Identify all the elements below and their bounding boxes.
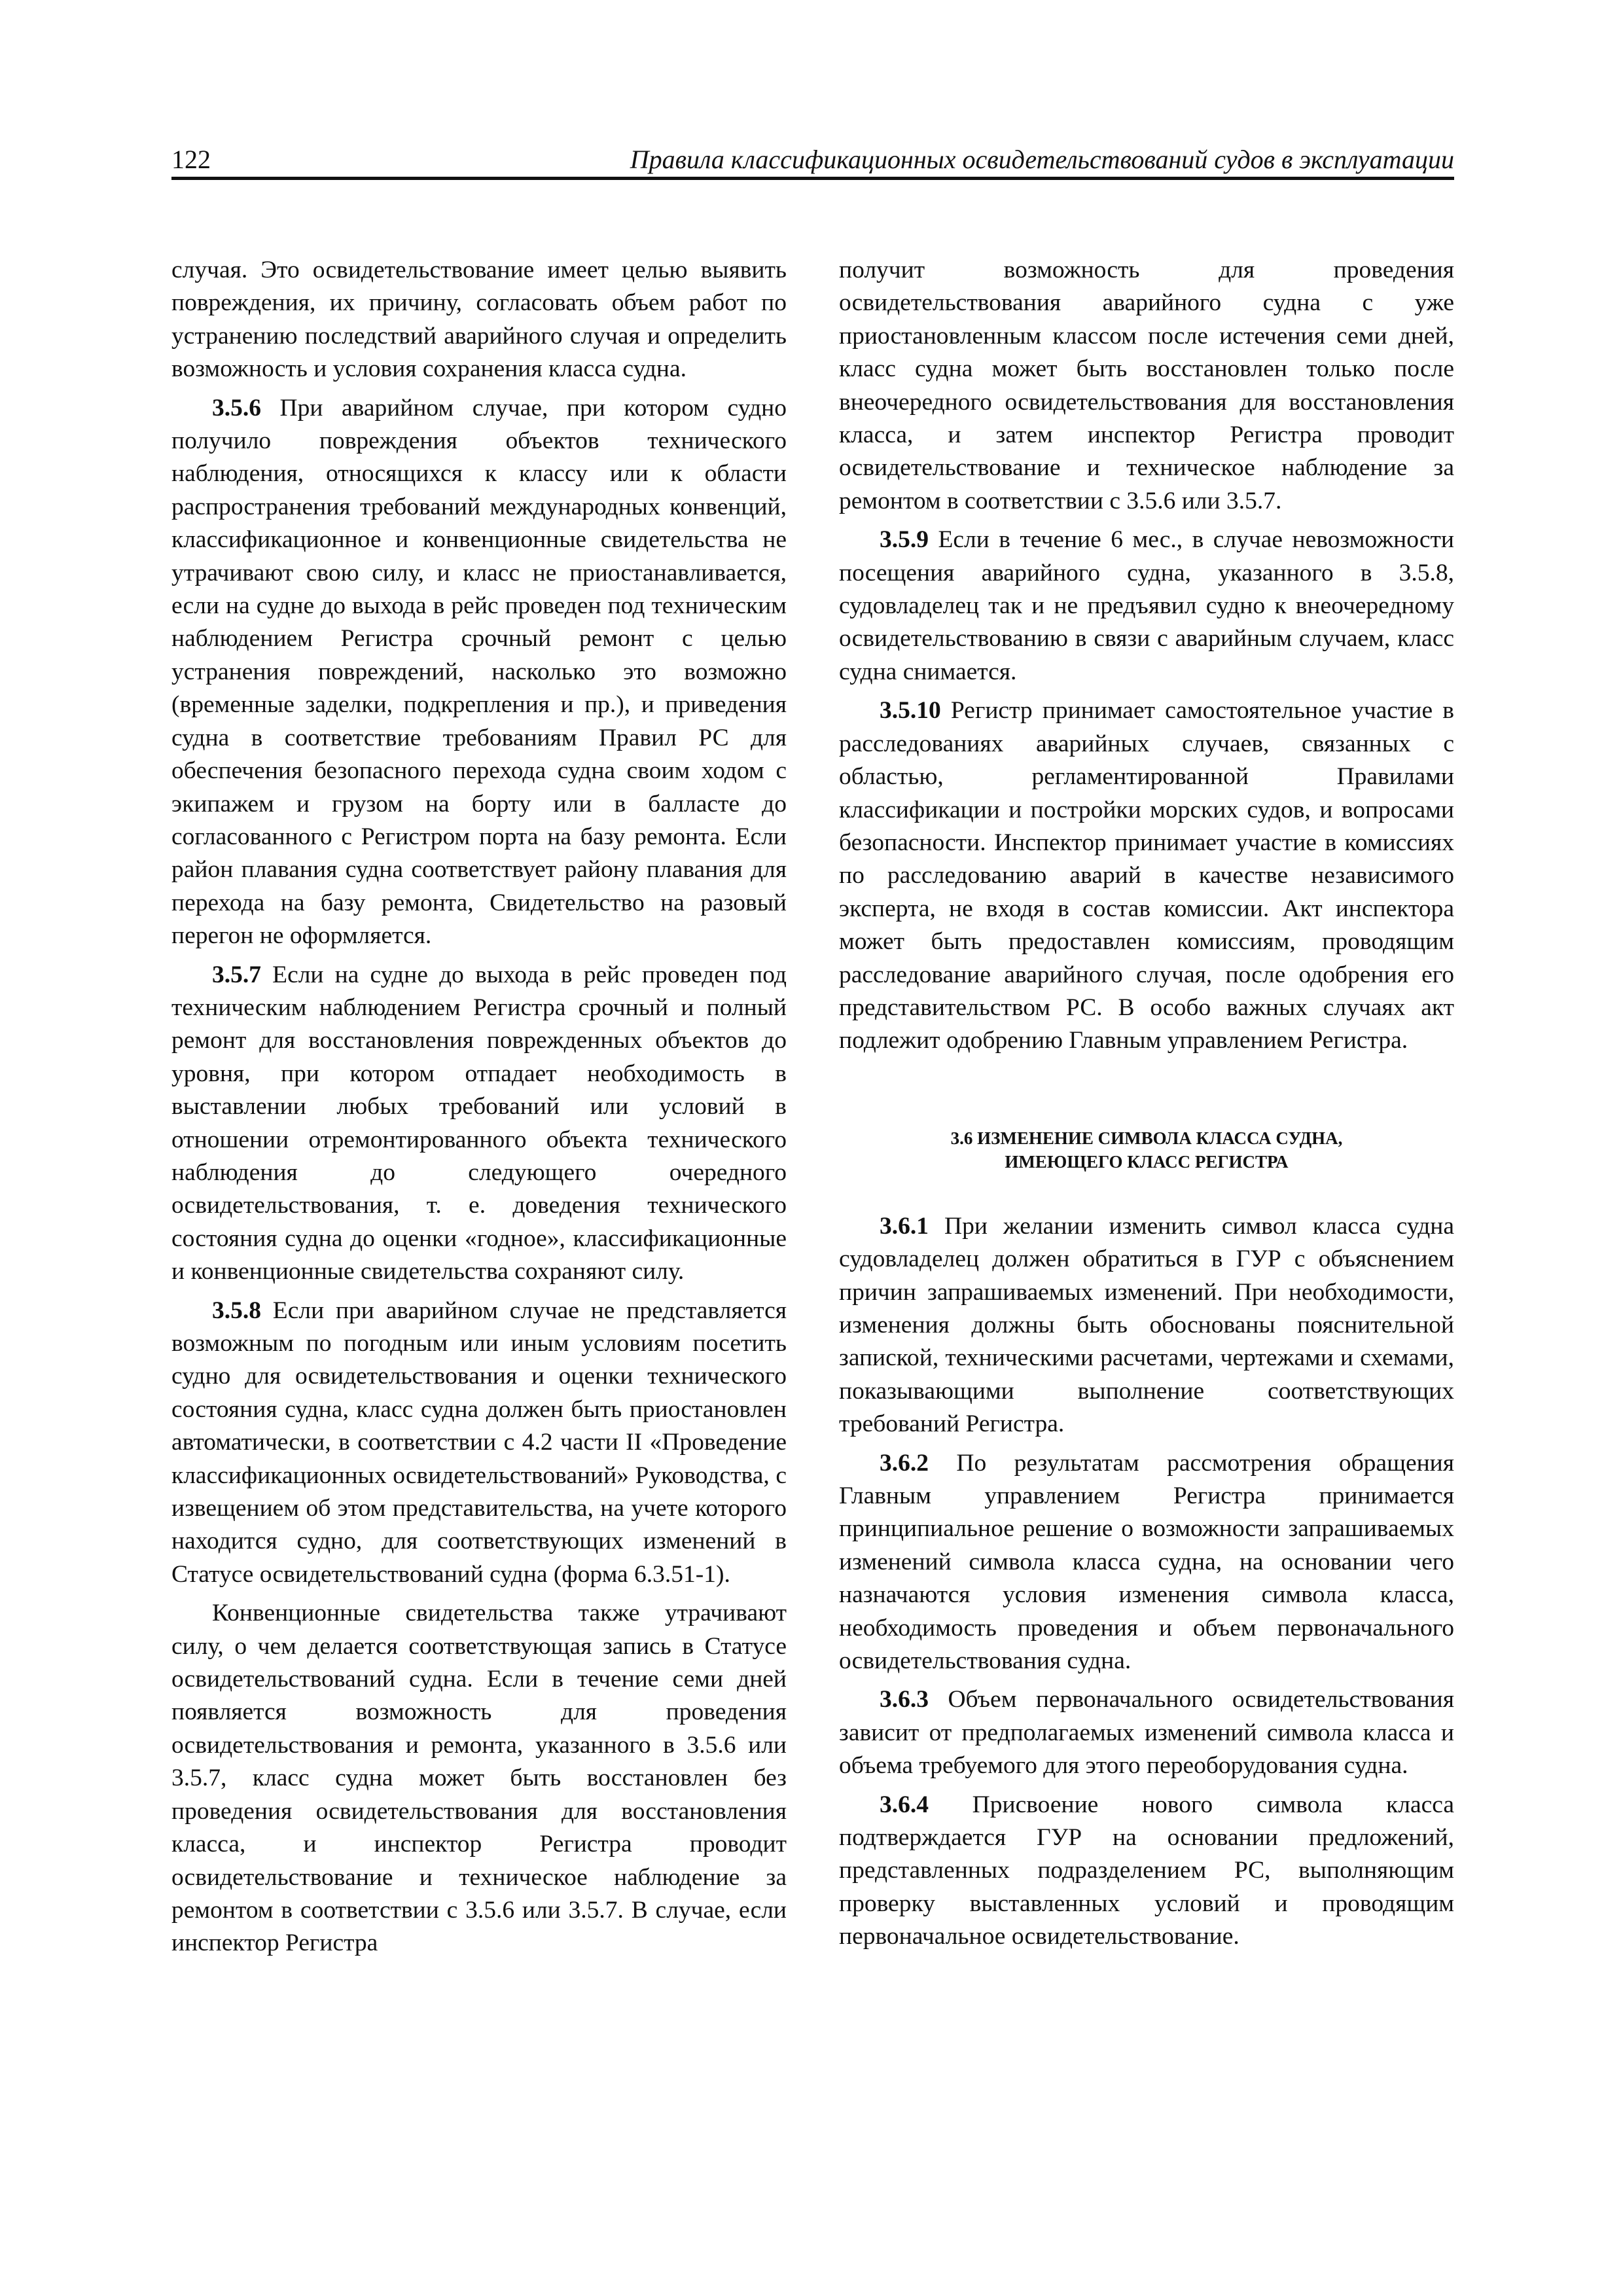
section-heading-3-6 xyxy=(839,1126,1454,1174)
clause-text: Объем первоначального освидетельствования зависит от предполагаемых изменений символа класса и объема требуемого для этого переоборудования судна. xyxy=(839,1686,1454,1780)
clause-text: При желании изменить символ класса судна судовладелец должен обратиться в ГУР с объяснением причин запрашиваемых изменений. При необходимости, изменения должны быть обоснованы пояснительной запиской, техническими расчетами, чертежами и схемами, показывающими выполнение соответствующих требований Регистра. xyxy=(839,1212,1454,1438)
paragraph-3-5-8 xyxy=(171,1295,787,1592)
clause-number: 3.5.6 xyxy=(212,394,261,422)
paragraph-3-6-2 xyxy=(839,1447,1454,1678)
section-heading-line: 3.6 ИЗМЕНЕНИЕ СИМВОЛА КЛАССА СУДНА, xyxy=(950,1128,1343,1148)
clause-number: 3.5.8 xyxy=(212,1297,261,1324)
clause-number: 3.6.1 xyxy=(880,1212,929,1240)
section-heading-line: ИМЕЮЩЕГО КЛАСС РЕГИСТРА xyxy=(1005,1151,1289,1172)
right-column xyxy=(839,254,1454,1960)
clause-number: 3.6.3 xyxy=(880,1686,929,1713)
left-column xyxy=(171,254,787,1966)
paragraph-3-5-9 xyxy=(839,524,1454,689)
clause-text: Если на судне до выхода в рейс проведен под техническим наблюдением Регистра срочный и полный ремонт для восстановления поврежденных объектов до уровня, при котором отпадает необходимость в выставлении любых требований или условий в отношении отремонтированного объекта технического наблюдения до следующего очередного освидетельствования, т. е. доведения технического состояния судна до оценки «годное», классификационные и конвенционные свидетельства сохраняют силу. xyxy=(171,961,787,1285)
page-number: 122 xyxy=(171,145,211,174)
paragraph: получит возможность для проведения освидетельствования аварийного судна с уже приостановленным классом после истечения семи дней, класс судна может быть восстановлен только после внеочередного освидетельствования для восстановления класса, и затем инспектор Регистра проводит освидетельствование и техническое наблюдение за ремонтом в соответствии с 3.5.6 или 3.5.7. xyxy=(839,257,1454,514)
paragraph: Конвенционные свидетельства также утрачивают силу, о чем делается соответствующая запись в Статусе освидетельствований судна. Если в течение семи дней появляется возможность для проведения освидетельствования и ремонта, указанного в 3.5.6 или 3.5.7, класс судна может быть восстановлен без проведения освидетельствования для восстановления класса, и инспектор Регистра проводит освидетельствование и техническое наблюдение за ремонтом в соответствии с 3.5.6 или 3.5.7. В случае, если инспектор Регистра xyxy=(171,1600,787,1957)
running-title: Правила классификационных освидетельствований судов в эксплуатации xyxy=(630,145,1454,174)
paragraph-3-6-4 xyxy=(839,1789,1454,1954)
page-header xyxy=(171,140,1454,179)
paragraph-3-6-1 xyxy=(839,1210,1454,1441)
clause-text: При аварийном случае, при котором судно получило повреждения объектов технического наблюдения, относящихся к классу или к области распространения требований международных конвенций, классификационное и конвенционные свидетельства не утрачивают свою силу, и класс не приостанавливается, если на судне до выхода в рейс проведен под техническим наблюдением Регистра срочный ремонт с целью устранения повреждений, насколько это возможно (временные заделки, подкрепления и пр.), и приведения судна в соответствие требованиям Правил РС для обеспечения безопасного перехода судна своим ходом с экипажем и грузом на борту или в балласте до согласованного с Регистром порта на базу ремонта. Если район плавания судна соответствует району плавания для перехода на базу ремонта, Свидетельство на разовый перегон не оформляется. xyxy=(171,394,787,950)
clause-number: 3.5.9 xyxy=(880,526,929,554)
paragraph-3-5-6 xyxy=(171,392,787,953)
clause-text: По результатам рассмотрения обращения Главным управлением Регистра принимается принципиальное решение о возможности запрашиваемых изменений символа класса судна, на основании чего назначаются условия изменения символа класса, необходимость проведения и объем первоначального освидетельствования судна. xyxy=(839,1449,1454,1675)
paragraph: случая. Это освидетельствование имеет целью выявить повреждения, их причину, согласовать объем работ по устранению последствий аварийного случая и определить возможность и условия сохранения класса судна. xyxy=(171,257,787,383)
clause-number: 3.5.10 xyxy=(880,697,941,725)
clause-text: Если при аварийном случае не представляется возможным по погодным или иным условиям посетить судно для освидетельствования и оценки технического состояния судна, класс судна должен быть приостановлен автоматически, в соответствии с 4.2 части II «Проведение классификационных освидетельствований» Руководства, с извещением об этом представительства, на учете которого находится судно, для соответствующих изменений в Статусе освидетельствований судна (форма 6.3.51-1). xyxy=(171,1297,787,1588)
clause-number: 3.6.2 xyxy=(880,1449,929,1477)
paragraph-3-5-7 xyxy=(171,959,787,1289)
clause-text: Присвоение нового символа класса подтверждается ГУР на основании предложений, представленных подразделением РС, выполняющим проверку выставленных условий и проводящим первоначальное освидетельствование. xyxy=(839,1791,1454,1950)
header-rule xyxy=(171,177,1454,180)
clause-text: Регистр принимает самостоятельное участие в расследованиях аварийных случаев, связанных с областью, регламентированной Правилами классификации и постройки морских судов, и вопросами безопасности. Инспектор принимает участие в комиссиях по расследованию аварий в качестве независимого эксперта, не входя в состав комиссии. Акт инспектора может быть предоставлен комиссиям, проводящим расследование аварийного случая, после одобрения его представительством РС. В особо важных случаях акт подлежит одобрению Главным управлением Регистра. xyxy=(839,697,1454,1054)
paragraph-3-5-10 xyxy=(839,694,1454,1057)
paragraph-3-6-3 xyxy=(839,1683,1454,1782)
clause-number: 3.5.7 xyxy=(212,961,261,988)
clause-text: Если в течение 6 мес., в случае невозможности посещения аварийного судна, указанного в 3.5.8, судовладелец так и не предъявил судно к внеочередному освидетельствованию в связи с аварийным случаем, класс судна снимается. xyxy=(839,526,1454,685)
clause-number: 3.6.4 xyxy=(880,1791,929,1818)
